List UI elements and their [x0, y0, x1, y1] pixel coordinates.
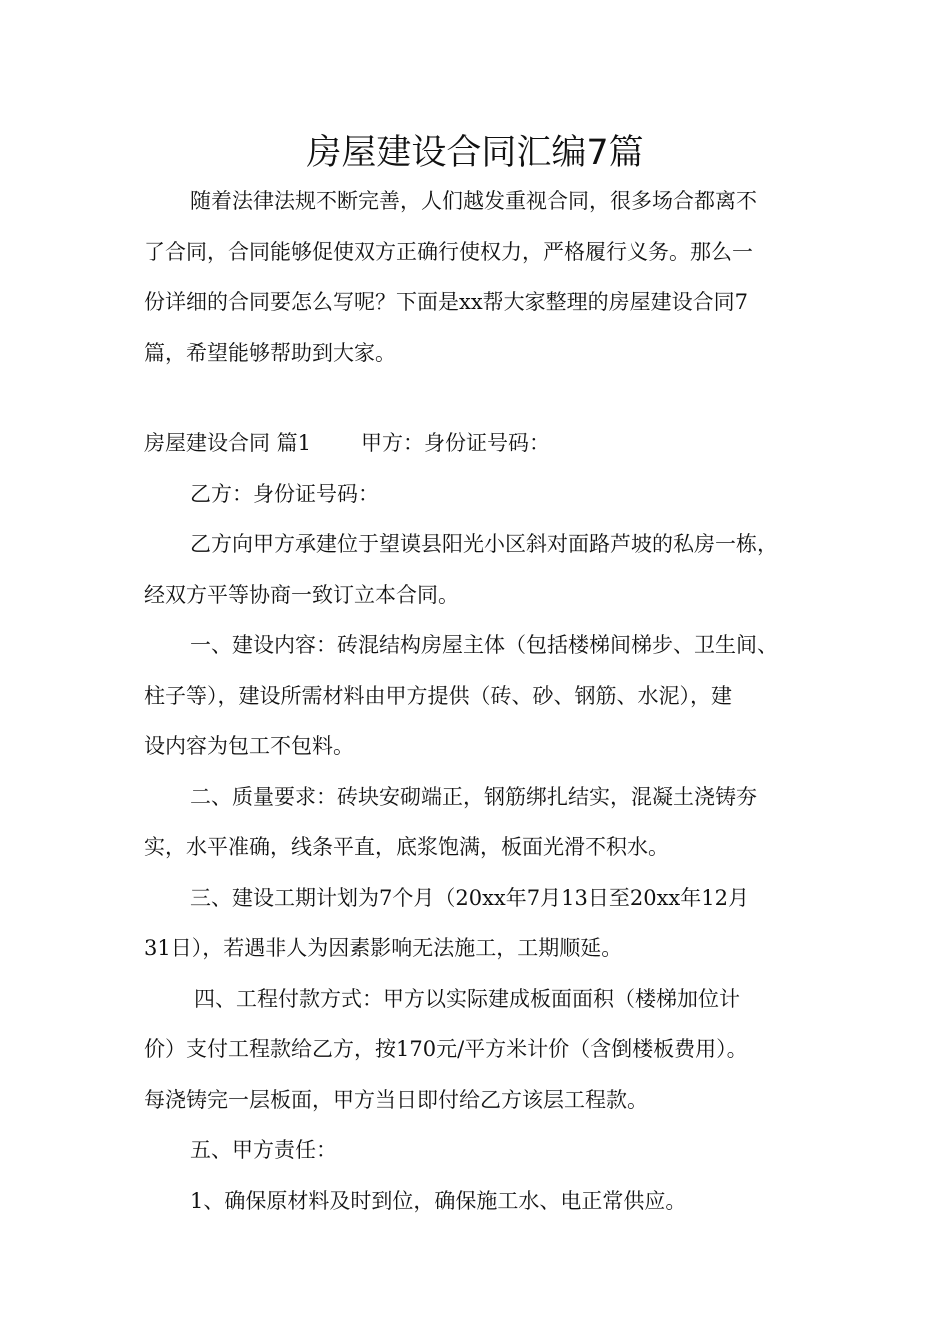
clause-5-item-1: 1、确保原材料及时到位，确保施工水、电正常供应。	[190, 1188, 687, 1213]
clause-4-line-3: 每浇铸完一层板面，甲方当日即付给乙方该层工程款。	[144, 1087, 648, 1112]
document-body	[144, 176, 812, 1226]
intro-line-3: 份详细的合同要怎么写呢？下面是xx帮大家整理的房屋建设合同7	[144, 290, 749, 314]
document-title: 房屋建设合同汇编7篇	[306, 133, 644, 173]
clause-4-line-1: 四、工程付款方式：甲方以实际建成板面面积（楼梯加位计	[194, 986, 740, 1011]
clause-1-line-1: 一、建设内容：砖混结构房屋主体（包括楼梯间梯步、卫生间、	[190, 633, 778, 657]
clause-4-line-2: 价）支付工程款给乙方，按170元/平方米计价（含倒楼板费用）。	[144, 1037, 748, 1061]
intro-line-1: 随着法律法规不断完善，人们越发重视合同，很多场合都离不	[190, 189, 757, 213]
clause-1-line-3: 设内容为包工不包料。	[144, 734, 354, 758]
section-heading: 房屋建设合同 篇1	[144, 431, 312, 455]
clause-2-line-2: 实，水平准确，线条平直，底浆饱满，板面光滑不积水。	[144, 835, 669, 859]
section-heading-row	[144, 418, 812, 469]
party-a-line: 甲方：身份证号码：	[361, 431, 551, 455]
clause-2-line-1: 二、质量要求：砖块安砌端正，钢筋绑扎结实，混凝土浇铸夯	[190, 784, 757, 809]
party-b-line: 乙方：身份证号码：	[190, 481, 379, 506]
clause-5-heading: 五、甲方责任：	[190, 1138, 337, 1162]
paragraph-1-line-1: 乙方向甲方承建位于望谟县阳光小区斜对面路芦坡的私房一栋，	[190, 532, 778, 556]
intro-line-2: 了合同，合同能够促使双方正确行使权力，严格履行义务。那么一	[144, 239, 753, 264]
clause-1-line-2: 柱子等），建设所需材料由甲方提供（砖、砂、钢筋、水泥），建	[144, 683, 732, 708]
intro-line-4: 篇，希望能够帮助到大家。	[144, 340, 396, 365]
paragraph-1-line-2: 经双方平等协商一致订立本合同。	[144, 582, 459, 607]
clause-3-line-1: 三、建设工期计划为7个月（20xx年7月13日至20xx年12月	[190, 885, 749, 910]
spacer	[144, 378, 812, 418]
clause-3-line-2: 31日），若遇非人为因素影响无法施工，工期顺延。	[144, 936, 623, 960]
